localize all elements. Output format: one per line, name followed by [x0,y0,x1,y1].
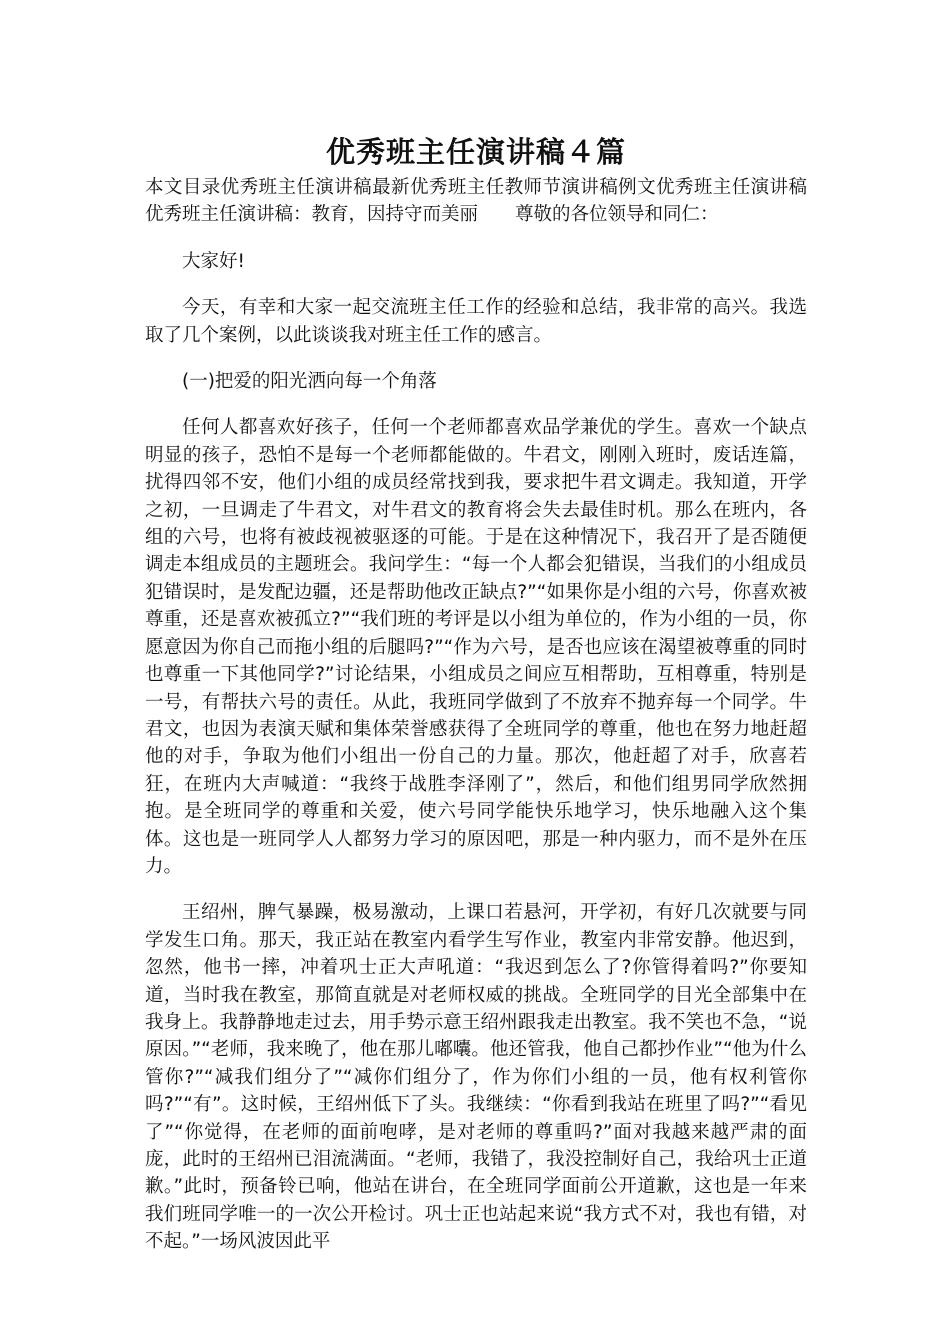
document-page [145,134,807,1256]
document-title: 优秀班主任演讲稿４篇 [325,135,626,169]
body-paragraph-niu: 任何人都喜欢好孩子，任何一个老师都喜欢品学兼优的学生。喜欢一个缺点明显的孩子，恐怕不是每一个老师都能做的。牛君文，刚刚入班时，废话连篇，扰得四邻不安，他们小组的成员经常找到我，要求把牛君文调走。我知道，开学之初，一旦调走了牛君文，对牛君文的教育将会失去最佳时机。那么在班内，各组的六号，也将有被歧视被驱逐的可能。于是在这种情况下，我召开了是否随便调走本组成员的主题班会。我问学生：“每一个人都会犯错误，当我们的小组成员犯错误时，是发配边疆，还是帮助他改正缺点?”“如果你是小组的六号，你喜欢被尊重，还是喜欢被孤立?”“我们班的考评是以小组为单位的，作为小组的一员，你愿意因为你自己而拖小组的后腿吗?”“作为六号，是否也应该在渴望被尊重的同时也尊重一下其他同学?”讨论结果，小组成员之间应互相帮助，互相尊重，特别是一号，有帮扶六号的责任。从此，我班同学做到了不放弃不抛弃每一个同学。牛君文，也因为表演天赋和集体荣誉感获得了全班同学的尊重，他也在努力地赶超他的对手，争取为他们小组出一份自己的力量。那次，他赶超了对手，欣喜若狂，在班内大声喊道：“我终于战胜李泽刚了”，然后，和他们组男同学欣然拥抱。是全班同学的尊重和关爱，使六号同学能快乐地学习，快乐地融入这个集体。这也是一班同学人人都努力学习的原因吧，那是一种内驱力，而不是外在压力。 [145,417,807,877]
intro-paragraph: 本文目录优秀班主任演讲稿最新优秀班主任教师节演讲稿例文优秀班主任演讲稿优秀班主任演讲稿：教育，因持守而美丽 尊敬的各位领导和同仁： [145,177,807,226]
opening-paragraph: 今天，有幸和大家一起交流班主任工作的经验和总结，我非常的高兴。我选取了几个案例，以此谈谈我对班主任工作的感言。 [145,297,807,346]
body-paragraph-wang: 王绍州，脾气暴躁，极易激动，上课口若悬河，开学初，有好几次就要与同学发生口角。那天，我正站在教室内看学生写作业，教室内非常安静。他迟到，忽然，他书一摔，冲着巩士正大声吼道：“我迟到怎么了?你管得着吗?”你要知道，当时我在教室，那简直就是对老师权威的挑战。全班同学的目光全部集中在我身上。我静静地走过去，用手势示意王绍州跟我走出教室。我不笑也不急，“说原因。”“老师，我来晚了，他在那儿嘟囔。他还管我，他自己都抄作业”“他为什么管你?”“减我们组分了”“减你们组分了，作为你们小组的一员，他有权利管你吗?”“有”。这时候，王绍州低下了头。我继续：“你看到我站在班里了吗?”“看见了”“你觉得，在老师的面前咆哮，是对老师的尊重吗?”面对我越来越严肃的面庞，此时的王绍州已泪流满面。“老师，我错了，我没控制好自己，我给巩士正道歉。”此时，预备铃已响，他站在讲台，在全班同学面前公开道歉，这也是一年来我们班同学唯一的一次公开检讨。巩士正也站起来说“我方式不对，我也有错，对不起。”一场风波因此平 [145,902,807,1253]
section-heading: (一)把爱的阳光洒向每一个角落 [182,371,437,393]
greeting-paragraph: 大家好! [182,250,245,272]
